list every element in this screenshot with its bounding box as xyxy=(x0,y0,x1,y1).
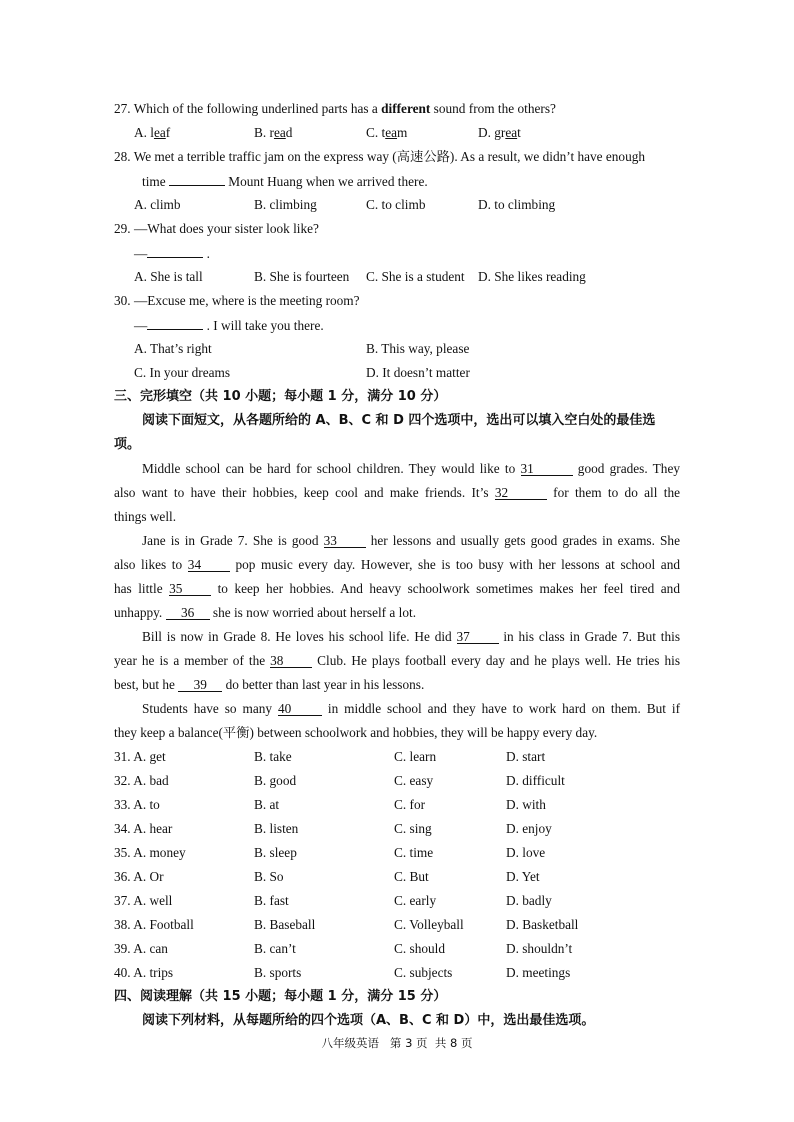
page-footer: 八年级英语 第 3 页 共 8 页 xyxy=(321,1036,473,1050)
q27-option-d: D. great xyxy=(478,125,521,140)
cloze-option-34-a: 34. A. hear xyxy=(114,821,173,836)
section-instructions-reading: 阅读下列材料，从每题所给的四个选项（A、B、C 和 D）中，选出最佳选项。 xyxy=(142,1013,595,1028)
cloze-option-36-d: D. Yet xyxy=(506,869,540,884)
cloze-option-33-d: D. with xyxy=(506,797,546,812)
q28-stem-line2: time Mount Huang when we arrived there. xyxy=(142,174,428,189)
section-heading-reading: 四、阅读理解（共 15 小题；每小题 1 分，满分 15 分） xyxy=(114,989,447,1004)
q29-option-c: C. She is a student xyxy=(366,269,465,284)
answer-blank xyxy=(147,317,203,330)
cloze-option-31-b: B. take xyxy=(254,749,292,764)
q29-option-a: A. She is tall xyxy=(134,269,203,284)
q29-option-d: D. She likes reading xyxy=(478,269,586,284)
cloze-option-38-b: B. Baseball xyxy=(254,917,316,932)
cloze-blank-31: 31 xyxy=(521,462,573,476)
q27-stem: 27. Which of the following underlined parts has a different sound from the others? xyxy=(114,101,556,116)
q28-option-a: A. climb xyxy=(134,197,181,212)
cloze-option-39-b: B. can’t xyxy=(254,941,296,956)
q29-answer-line: — . xyxy=(134,246,210,261)
cloze-blank-37: 37 xyxy=(457,630,499,644)
q28-option-c: C. to climb xyxy=(366,197,426,212)
passage-line: things well. xyxy=(114,509,177,524)
cloze-option-37-d: D. badly xyxy=(506,893,552,908)
q27-option-a: A. leaf xyxy=(134,125,171,140)
cloze-option-33-c: C. for xyxy=(394,797,426,812)
cloze-option-35-d: D. love xyxy=(506,845,546,860)
q28-option-b: B. climbing xyxy=(254,197,317,212)
q27-option-b: B. read xyxy=(254,125,293,140)
cloze-option-32-a: 32. A. bad xyxy=(114,773,169,788)
cloze-option-38-d: D. Basketball xyxy=(506,917,579,932)
passage-line: Middle school can be hard for school children. They would like to 31 good grades. They xyxy=(142,461,681,476)
passage-line: they keep a balance(平衡) between schoolwork and hobbies, they will be happy every day. xyxy=(114,725,598,740)
q30-option-b: B. This way, please xyxy=(366,341,470,356)
passage-line: has little 35 to keep her hobbies. And heavy schoolwork sometimes makes her feel tired and xyxy=(114,581,680,596)
cloze-option-34-d: D. enjoy xyxy=(506,821,552,836)
cloze-option-31-d: D. start xyxy=(506,749,546,764)
cloze-option-36-c: C. But xyxy=(394,869,429,884)
cloze-option-40-c: C. subjects xyxy=(394,965,453,980)
cloze-option-37-a: 37. A. well xyxy=(114,893,173,908)
cloze-option-37-b: B. fast xyxy=(254,893,289,908)
cloze-blank-35: 35 xyxy=(169,582,211,596)
q29-stem: 29. —What does your sister look like? xyxy=(114,221,319,236)
cloze-option-37-c: C. early xyxy=(394,893,437,908)
q30-answer-line: — . I will take you there. xyxy=(134,318,324,333)
q28-stem-line1: 28. We met a terrible traffic jam on the express way (高速公路). As a result, we didn’t have enough xyxy=(114,149,646,164)
section-instructions-cloze-line2: 项。 xyxy=(114,437,141,452)
cloze-option-35-b: B. sleep xyxy=(254,845,297,860)
cloze-option-36-a: 36. A. Or xyxy=(114,869,164,884)
q30-option-c: C. In your dreams xyxy=(134,365,231,380)
cloze-option-32-d: D. difficult xyxy=(506,773,565,788)
section-instructions-cloze-line1: 阅读下面短文，从各题所给的 A、B、C 和 D 四个选项中，选出可以填入空白处的最佳选 xyxy=(142,413,656,428)
cloze-option-36-b: B. So xyxy=(254,869,284,884)
cloze-blank-36: 36 xyxy=(166,606,210,620)
cloze-option-33-b: B. at xyxy=(254,797,280,812)
cloze-option-32-b: B. good xyxy=(254,773,297,788)
cloze-option-31-a: 31. A. get xyxy=(114,749,166,764)
section-heading-cloze: 三、完形填空（共 10 小题；每小题 1 分，满分 10 分） xyxy=(114,389,447,404)
cloze-option-40-d: D. meetings xyxy=(506,965,571,980)
cloze-blank-38: 38 xyxy=(270,654,312,668)
cloze-option-35-a: 35. A. money xyxy=(114,845,186,860)
passage-line: also want to have their hobbies, keep cool and make friends. It’s 32 for them to do all the xyxy=(114,485,681,500)
cloze-option-34-b: B. listen xyxy=(254,821,299,836)
q29-option-b: B. She is fourteen xyxy=(254,269,350,284)
passage-line: best, but he 39 do better than last year in his lessons. xyxy=(114,677,425,692)
cloze-blank-32: 32 xyxy=(495,486,547,500)
passage-line: Students have so many 40 in middle school and they have to work hard on them. But if xyxy=(142,701,681,716)
cloze-option-38-a: 38. A. Football xyxy=(114,917,194,932)
cloze-option-35-c: C. time xyxy=(394,845,434,860)
cloze-option-34-c: C. sing xyxy=(394,821,432,836)
cloze-blank-33: 33 xyxy=(324,534,366,548)
cloze-option-40-b: B. sports xyxy=(254,965,302,980)
passage-line: Bill is now in Grade 8. He loves his school life. He did 37 in his class in Grade 7. But this xyxy=(142,629,681,644)
cloze-option-39-a: 39. A. can xyxy=(114,941,168,956)
answer-blank xyxy=(147,245,203,258)
passage-line: Jane is in Grade 7. She is good 33 her lessons and usually gets good grades in exams. She xyxy=(142,533,680,548)
cloze-option-32-c: C. easy xyxy=(394,773,434,788)
answer-blank xyxy=(169,173,225,186)
q27-option-c: C. team xyxy=(366,125,408,140)
cloze-blank-40: 40 xyxy=(278,702,322,716)
q30-option-d: D. It doesn’t matter xyxy=(366,365,470,380)
passage-line: unhappy. 36 she is now worried about herself a lot. xyxy=(114,605,417,620)
cloze-blank-34: 34 xyxy=(188,558,230,572)
cloze-option-40-a: 40. A. trips xyxy=(114,965,174,980)
cloze-option-39-c: C. should xyxy=(394,941,445,956)
q30-option-a: A. That’s right xyxy=(134,341,212,356)
q30-stem: 30. —Excuse me, where is the meeting room? xyxy=(114,293,360,308)
passage-line: also likes to 34 pop music every day. However, she is too busy with her lessons at school and xyxy=(114,557,680,572)
cloze-option-39-d: D. shouldn’t xyxy=(506,941,573,956)
cloze-option-33-a: 33. A. to xyxy=(114,797,160,812)
cloze-option-31-c: C. learn xyxy=(394,749,437,764)
cloze-blank-39: 39 xyxy=(178,678,222,692)
cloze-option-38-c: C. Volleyball xyxy=(394,917,464,932)
q28-option-d: D. to climbing xyxy=(478,197,556,212)
passage-line: year he is a member of the 38 Club. He plays football every day and he plays well. He tries his xyxy=(114,653,681,668)
